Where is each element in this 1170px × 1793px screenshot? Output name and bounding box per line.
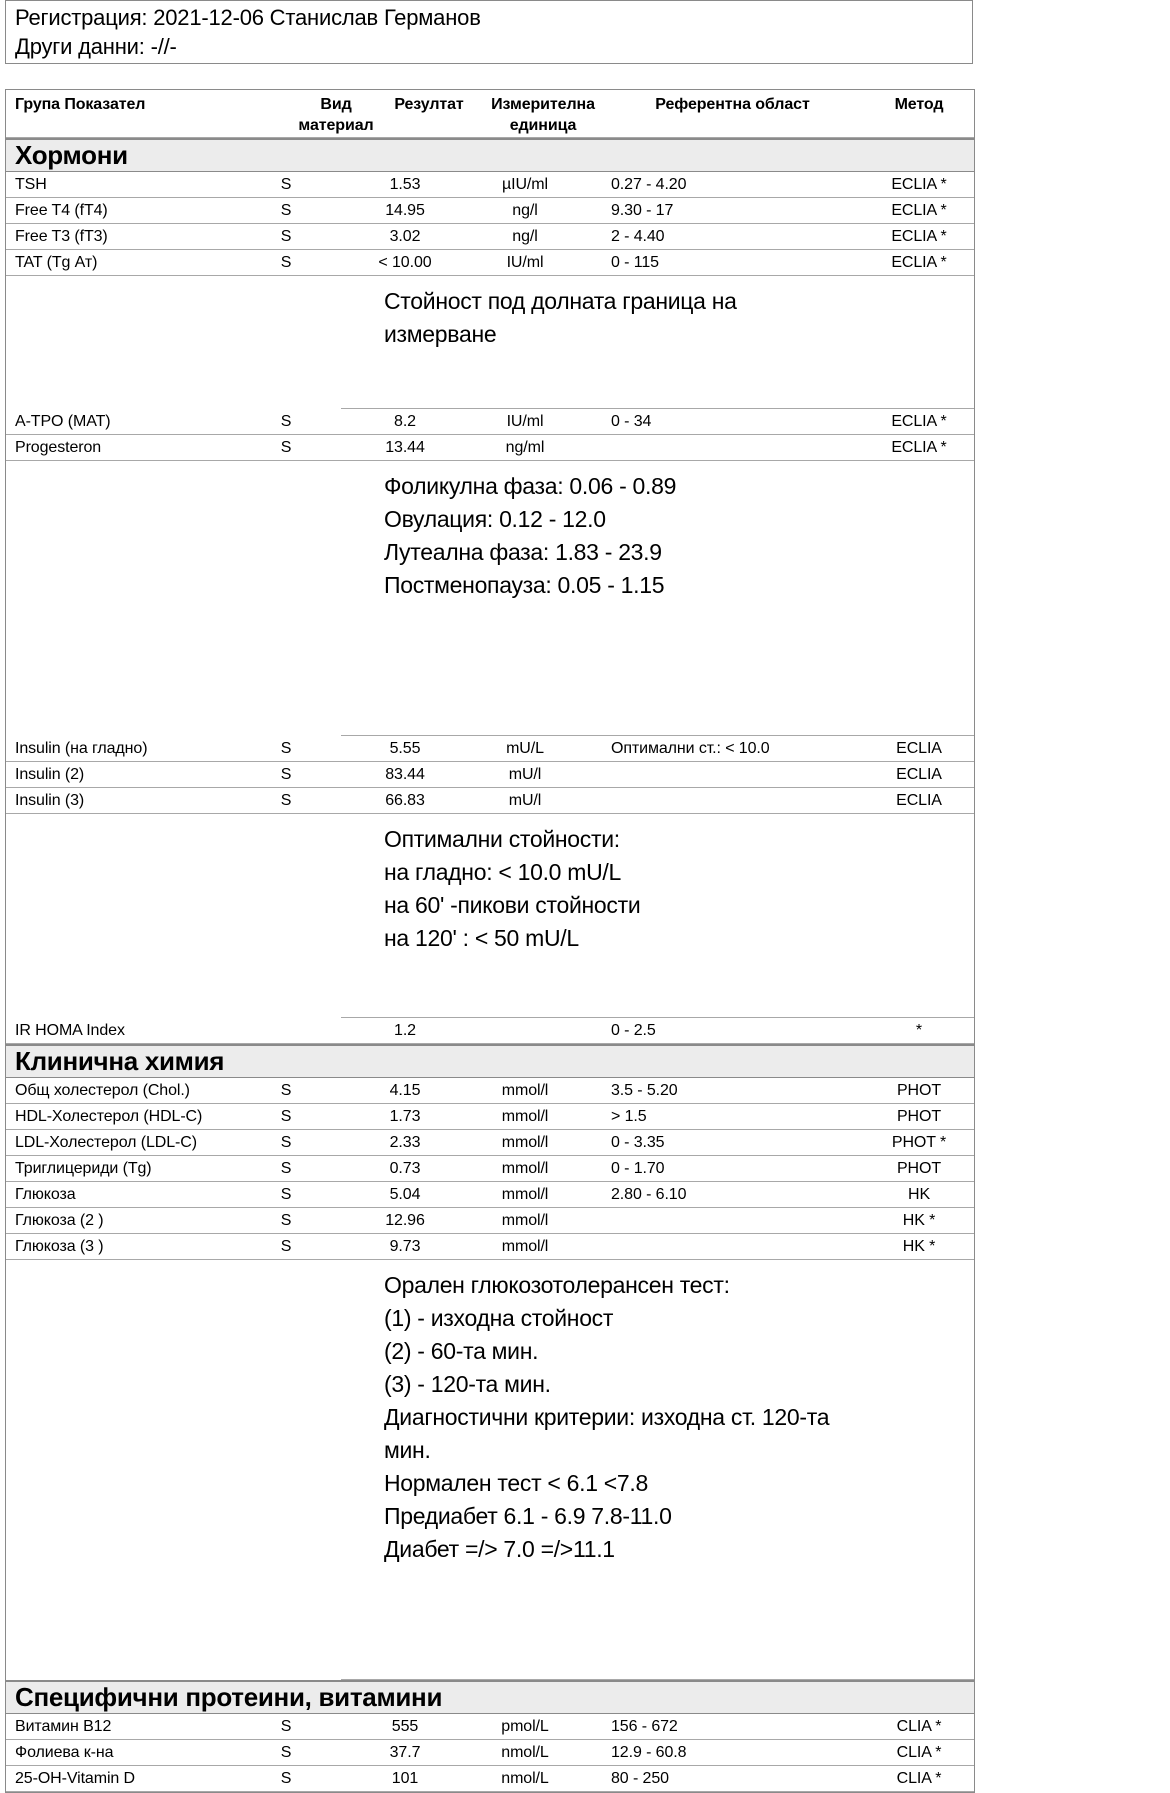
table-row bbox=[6, 1018, 974, 1044]
cell-unit: ng/l bbox=[469, 224, 581, 250]
section-title: Хормони bbox=[6, 138, 974, 172]
note-cell bbox=[341, 1260, 974, 1680]
cell-result: 0.73 bbox=[341, 1156, 469, 1182]
note-line: Фоликулна фаза: 0.06 - 0.89 bbox=[384, 473, 677, 499]
cell-reference: 2 - 4.40 bbox=[581, 224, 864, 250]
cell-result: 1.73 bbox=[341, 1104, 469, 1130]
cell-method: HK * bbox=[864, 1208, 974, 1234]
cell-result: 66.83 bbox=[341, 788, 469, 814]
cell-material: S bbox=[231, 435, 341, 461]
note-line: Овулация: 0.12 - 12.0 bbox=[384, 506, 606, 532]
cell-indicator: Фолиева к-на bbox=[6, 1740, 231, 1766]
cell-material: S bbox=[231, 1182, 341, 1208]
cell-material: S bbox=[231, 1156, 341, 1182]
cell-material: S bbox=[231, 762, 341, 788]
cell-indicator: Free T4 (fT4) bbox=[6, 198, 231, 224]
cell-unit: mmol/l bbox=[469, 1130, 581, 1156]
note-line: измерване bbox=[384, 321, 497, 347]
cell-material: S bbox=[231, 1714, 341, 1740]
note-line: Предиабет 6.1 - 6.9 7.8-11.0 bbox=[384, 1503, 672, 1529]
cell-indicator: Insulin (2) bbox=[6, 762, 231, 788]
cell-method: CLIA * bbox=[864, 1740, 974, 1766]
cell-reference: 80 - 250 bbox=[581, 1766, 864, 1792]
table-row bbox=[6, 762, 974, 788]
results-table-body bbox=[6, 138, 974, 1792]
cell-indicator: Progesteron bbox=[6, 435, 231, 461]
cell-reference bbox=[581, 788, 864, 814]
cell-unit: mmol/l bbox=[469, 1182, 581, 1208]
section-title: Клинична химия bbox=[6, 1044, 974, 1078]
registration-line: Регистрация: 2021-12-06 Станислав Германов bbox=[15, 5, 481, 30]
cell-result: 3.02 bbox=[341, 224, 469, 250]
note-line: (1) - изходна стойност bbox=[384, 1305, 614, 1331]
note-line: (2) - 60-та мин. bbox=[384, 1338, 539, 1364]
note-line: на 60' -пикови стойности bbox=[384, 892, 641, 918]
cell-material: S bbox=[231, 736, 341, 762]
cell-material: S bbox=[231, 1740, 341, 1766]
cell-reference: 0 - 2.5 bbox=[581, 1018, 864, 1044]
col-header-indicator: Група Показател bbox=[6, 90, 231, 138]
cell-unit: mU/L bbox=[469, 736, 581, 762]
note-line: Диагностични критерии: изходна ст. 120-та bbox=[384, 1404, 830, 1430]
table-row bbox=[6, 224, 974, 250]
note-line: Нормален тест < 6.1 <7.8 bbox=[384, 1470, 648, 1496]
section-title: Специфични протеини, витамини bbox=[6, 1680, 974, 1714]
cell-result: 37.7 bbox=[341, 1740, 469, 1766]
cell-method: ECLIA bbox=[864, 788, 974, 814]
cell-indicator: Insulin (на гладно) bbox=[6, 736, 231, 762]
cell-result: 555 bbox=[341, 1714, 469, 1740]
cell-result: 9.73 bbox=[341, 1234, 469, 1260]
cell-material: S bbox=[231, 1234, 341, 1260]
table-row bbox=[6, 435, 974, 461]
note-line: (3) - 120-та мин. bbox=[384, 1371, 551, 1397]
cell-result: 13.44 bbox=[341, 435, 469, 461]
col-header-reference: Референтна област bbox=[581, 90, 864, 138]
table-row bbox=[6, 1104, 974, 1130]
cell-result: 5.04 bbox=[341, 1182, 469, 1208]
results-table bbox=[5, 89, 975, 1793]
cell-result: 5.55 bbox=[341, 736, 469, 762]
cell-result: 8.2 bbox=[341, 409, 469, 435]
cell-method: PHOT bbox=[864, 1104, 974, 1130]
cell-indicator: TAT (Tg Ат) bbox=[6, 250, 231, 276]
cell-unit: mmol/l bbox=[469, 1208, 581, 1234]
cell-unit: µIU/ml bbox=[469, 172, 581, 198]
cell-indicator: TSH bbox=[6, 172, 231, 198]
note-spacer bbox=[6, 276, 341, 409]
cell-indicator: Витамин B12 bbox=[6, 1714, 231, 1740]
note-line: Орален глюкозотолерансен тест: bbox=[384, 1272, 730, 1298]
cell-unit: mU/l bbox=[469, 788, 581, 814]
note-row bbox=[6, 1260, 974, 1680]
cell-material: S bbox=[231, 1208, 341, 1234]
cell-result: 2.33 bbox=[341, 1130, 469, 1156]
table-row bbox=[6, 736, 974, 762]
cell-reference: Оптимални ст.: < 10.0 bbox=[581, 736, 864, 762]
note-spacer bbox=[6, 1260, 341, 1680]
cell-result: 4.15 bbox=[341, 1078, 469, 1104]
cell-indicator: Общ холестерол (Chol.) bbox=[6, 1078, 231, 1104]
note-spacer bbox=[6, 461, 341, 736]
cell-indicator: A-TPO (MAT) bbox=[6, 409, 231, 435]
table-row bbox=[6, 1130, 974, 1156]
cell-indicator: Insulin (3) bbox=[6, 788, 231, 814]
cell-unit: ng/ml bbox=[469, 435, 581, 461]
table-row bbox=[6, 1766, 974, 1792]
cell-method: CLIA * bbox=[864, 1714, 974, 1740]
cell-unit: IU/ml bbox=[469, 409, 581, 435]
cell-method: ECLIA * bbox=[864, 409, 974, 435]
cell-unit: nmol/L bbox=[469, 1740, 581, 1766]
cell-reference bbox=[581, 435, 864, 461]
cell-unit bbox=[469, 1018, 581, 1044]
cell-method: ECLIA * bbox=[864, 250, 974, 276]
cell-material: S bbox=[231, 198, 341, 224]
cell-indicator: Free T3 (fT3) bbox=[6, 224, 231, 250]
cell-unit: mmol/l bbox=[469, 1104, 581, 1130]
note-line: на 120' : < 50 mU/L bbox=[384, 925, 579, 951]
table-row bbox=[6, 172, 974, 198]
cell-unit: pmol/L bbox=[469, 1714, 581, 1740]
other-data-line: Други данни: -//- bbox=[15, 34, 177, 59]
cell-method: PHOT bbox=[864, 1078, 974, 1104]
table-row bbox=[6, 788, 974, 814]
cell-method: PHOT bbox=[864, 1156, 974, 1182]
header-row bbox=[6, 90, 974, 138]
table-row bbox=[6, 1208, 974, 1234]
registration-box bbox=[5, 0, 973, 64]
cell-material: S bbox=[231, 1130, 341, 1156]
cell-method: ECLIA bbox=[864, 762, 974, 788]
table-row bbox=[6, 1078, 974, 1104]
note-row bbox=[6, 276, 974, 409]
cell-indicator: Глюкоза bbox=[6, 1182, 231, 1208]
note-cell bbox=[341, 814, 974, 1018]
col-header-material: Вид материал bbox=[231, 90, 341, 138]
cell-method: ECLIA bbox=[864, 736, 974, 762]
table-row bbox=[6, 1156, 974, 1182]
note-cell bbox=[341, 461, 974, 736]
cell-material bbox=[231, 1018, 341, 1044]
table-row bbox=[6, 250, 974, 276]
cell-unit: ng/l bbox=[469, 198, 581, 224]
cell-reference bbox=[581, 1208, 864, 1234]
cell-result: 12.96 bbox=[341, 1208, 469, 1234]
cell-result: 1.2 bbox=[341, 1018, 469, 1044]
cell-material: S bbox=[231, 250, 341, 276]
cell-reference: 0.27 - 4.20 bbox=[581, 172, 864, 198]
cell-method: ECLIA * bbox=[864, 172, 974, 198]
table-row bbox=[6, 1234, 974, 1260]
cell-material: S bbox=[231, 1766, 341, 1792]
section-row bbox=[6, 1044, 974, 1078]
cell-result: 14.95 bbox=[341, 198, 469, 224]
cell-reference bbox=[581, 1234, 864, 1260]
cell-reference: 0 - 3.35 bbox=[581, 1130, 864, 1156]
cell-indicator: 25-OH-Vitamin D bbox=[6, 1766, 231, 1792]
cell-method: HK * bbox=[864, 1234, 974, 1260]
table-row bbox=[6, 409, 974, 435]
cell-reference: 0 - 115 bbox=[581, 250, 864, 276]
cell-reference: 156 - 672 bbox=[581, 1714, 864, 1740]
cell-unit: IU/ml bbox=[469, 250, 581, 276]
table-row bbox=[6, 198, 974, 224]
cell-material: S bbox=[231, 1104, 341, 1130]
note-spacer bbox=[6, 814, 341, 1018]
section-row bbox=[6, 138, 974, 172]
cell-method: * bbox=[864, 1018, 974, 1044]
table-row bbox=[6, 1714, 974, 1740]
cell-result: 1.53 bbox=[341, 172, 469, 198]
cell-unit: mU/l bbox=[469, 762, 581, 788]
note-line: на гладно: < 10.0 mU/L bbox=[384, 859, 622, 885]
note-line: Оптимални стойности: bbox=[384, 826, 620, 852]
cell-method: CLIA * bbox=[864, 1766, 974, 1792]
results-table-header bbox=[6, 90, 974, 138]
note-cell bbox=[341, 276, 974, 409]
cell-indicator: IR HOMA Index bbox=[6, 1018, 231, 1044]
cell-material: S bbox=[231, 224, 341, 250]
cell-material: S bbox=[231, 172, 341, 198]
note-line: Стойност под долната граница на bbox=[384, 288, 737, 314]
cell-result: 101 bbox=[341, 1766, 469, 1792]
cell-material: S bbox=[231, 788, 341, 814]
cell-unit: nmol/L bbox=[469, 1766, 581, 1792]
cell-reference: 12.9 - 60.8 bbox=[581, 1740, 864, 1766]
cell-material: S bbox=[231, 1078, 341, 1104]
cell-indicator: HDL-Холестерол (HDL-C) bbox=[6, 1104, 231, 1130]
cell-material: S bbox=[231, 409, 341, 435]
cell-reference bbox=[581, 762, 864, 788]
cell-reference: > 1.5 bbox=[581, 1104, 864, 1130]
note-row bbox=[6, 461, 974, 736]
cell-method: PHOT * bbox=[864, 1130, 974, 1156]
note-line: Диабет =/> 7.0 =/>11.1 bbox=[384, 1536, 615, 1562]
cell-indicator: LDL-Холестерол (LDL-C) bbox=[6, 1130, 231, 1156]
cell-result: < 10.00 bbox=[341, 250, 469, 276]
cell-method: HK bbox=[864, 1182, 974, 1208]
cell-reference: 9.30 - 17 bbox=[581, 198, 864, 224]
cell-result: 83.44 bbox=[341, 762, 469, 788]
note-line: Лутеална фаза: 1.83 - 23.9 bbox=[384, 539, 662, 565]
col-header-method: Метод bbox=[864, 90, 974, 138]
note-row bbox=[6, 814, 974, 1018]
cell-unit: mmol/l bbox=[469, 1078, 581, 1104]
section-row bbox=[6, 1680, 974, 1714]
cell-indicator: Триглицериди (Tg) bbox=[6, 1156, 231, 1182]
cell-indicator: Глюкоза (3 ) bbox=[6, 1234, 231, 1260]
cell-reference: 3.5 - 5.20 bbox=[581, 1078, 864, 1104]
cell-reference: 2.80 - 6.10 bbox=[581, 1182, 864, 1208]
cell-unit: mmol/l bbox=[469, 1234, 581, 1260]
cell-method: ECLIA * bbox=[864, 435, 974, 461]
cell-method: ECLIA * bbox=[864, 198, 974, 224]
col-header-unit: Измерителна единица bbox=[469, 90, 581, 138]
col-header-result: Резултат bbox=[341, 90, 469, 138]
cell-method: ECLIA * bbox=[864, 224, 974, 250]
cell-reference: 0 - 34 bbox=[581, 409, 864, 435]
note-line: мин. bbox=[384, 1437, 431, 1463]
table-row bbox=[6, 1740, 974, 1766]
cell-unit: mmol/l bbox=[469, 1156, 581, 1182]
cell-indicator: Глюкоза (2 ) bbox=[6, 1208, 231, 1234]
cell-reference: 0 - 1.70 bbox=[581, 1156, 864, 1182]
note-line: Постменопауза: 0.05 - 1.15 bbox=[384, 572, 665, 598]
table-row bbox=[6, 1182, 974, 1208]
